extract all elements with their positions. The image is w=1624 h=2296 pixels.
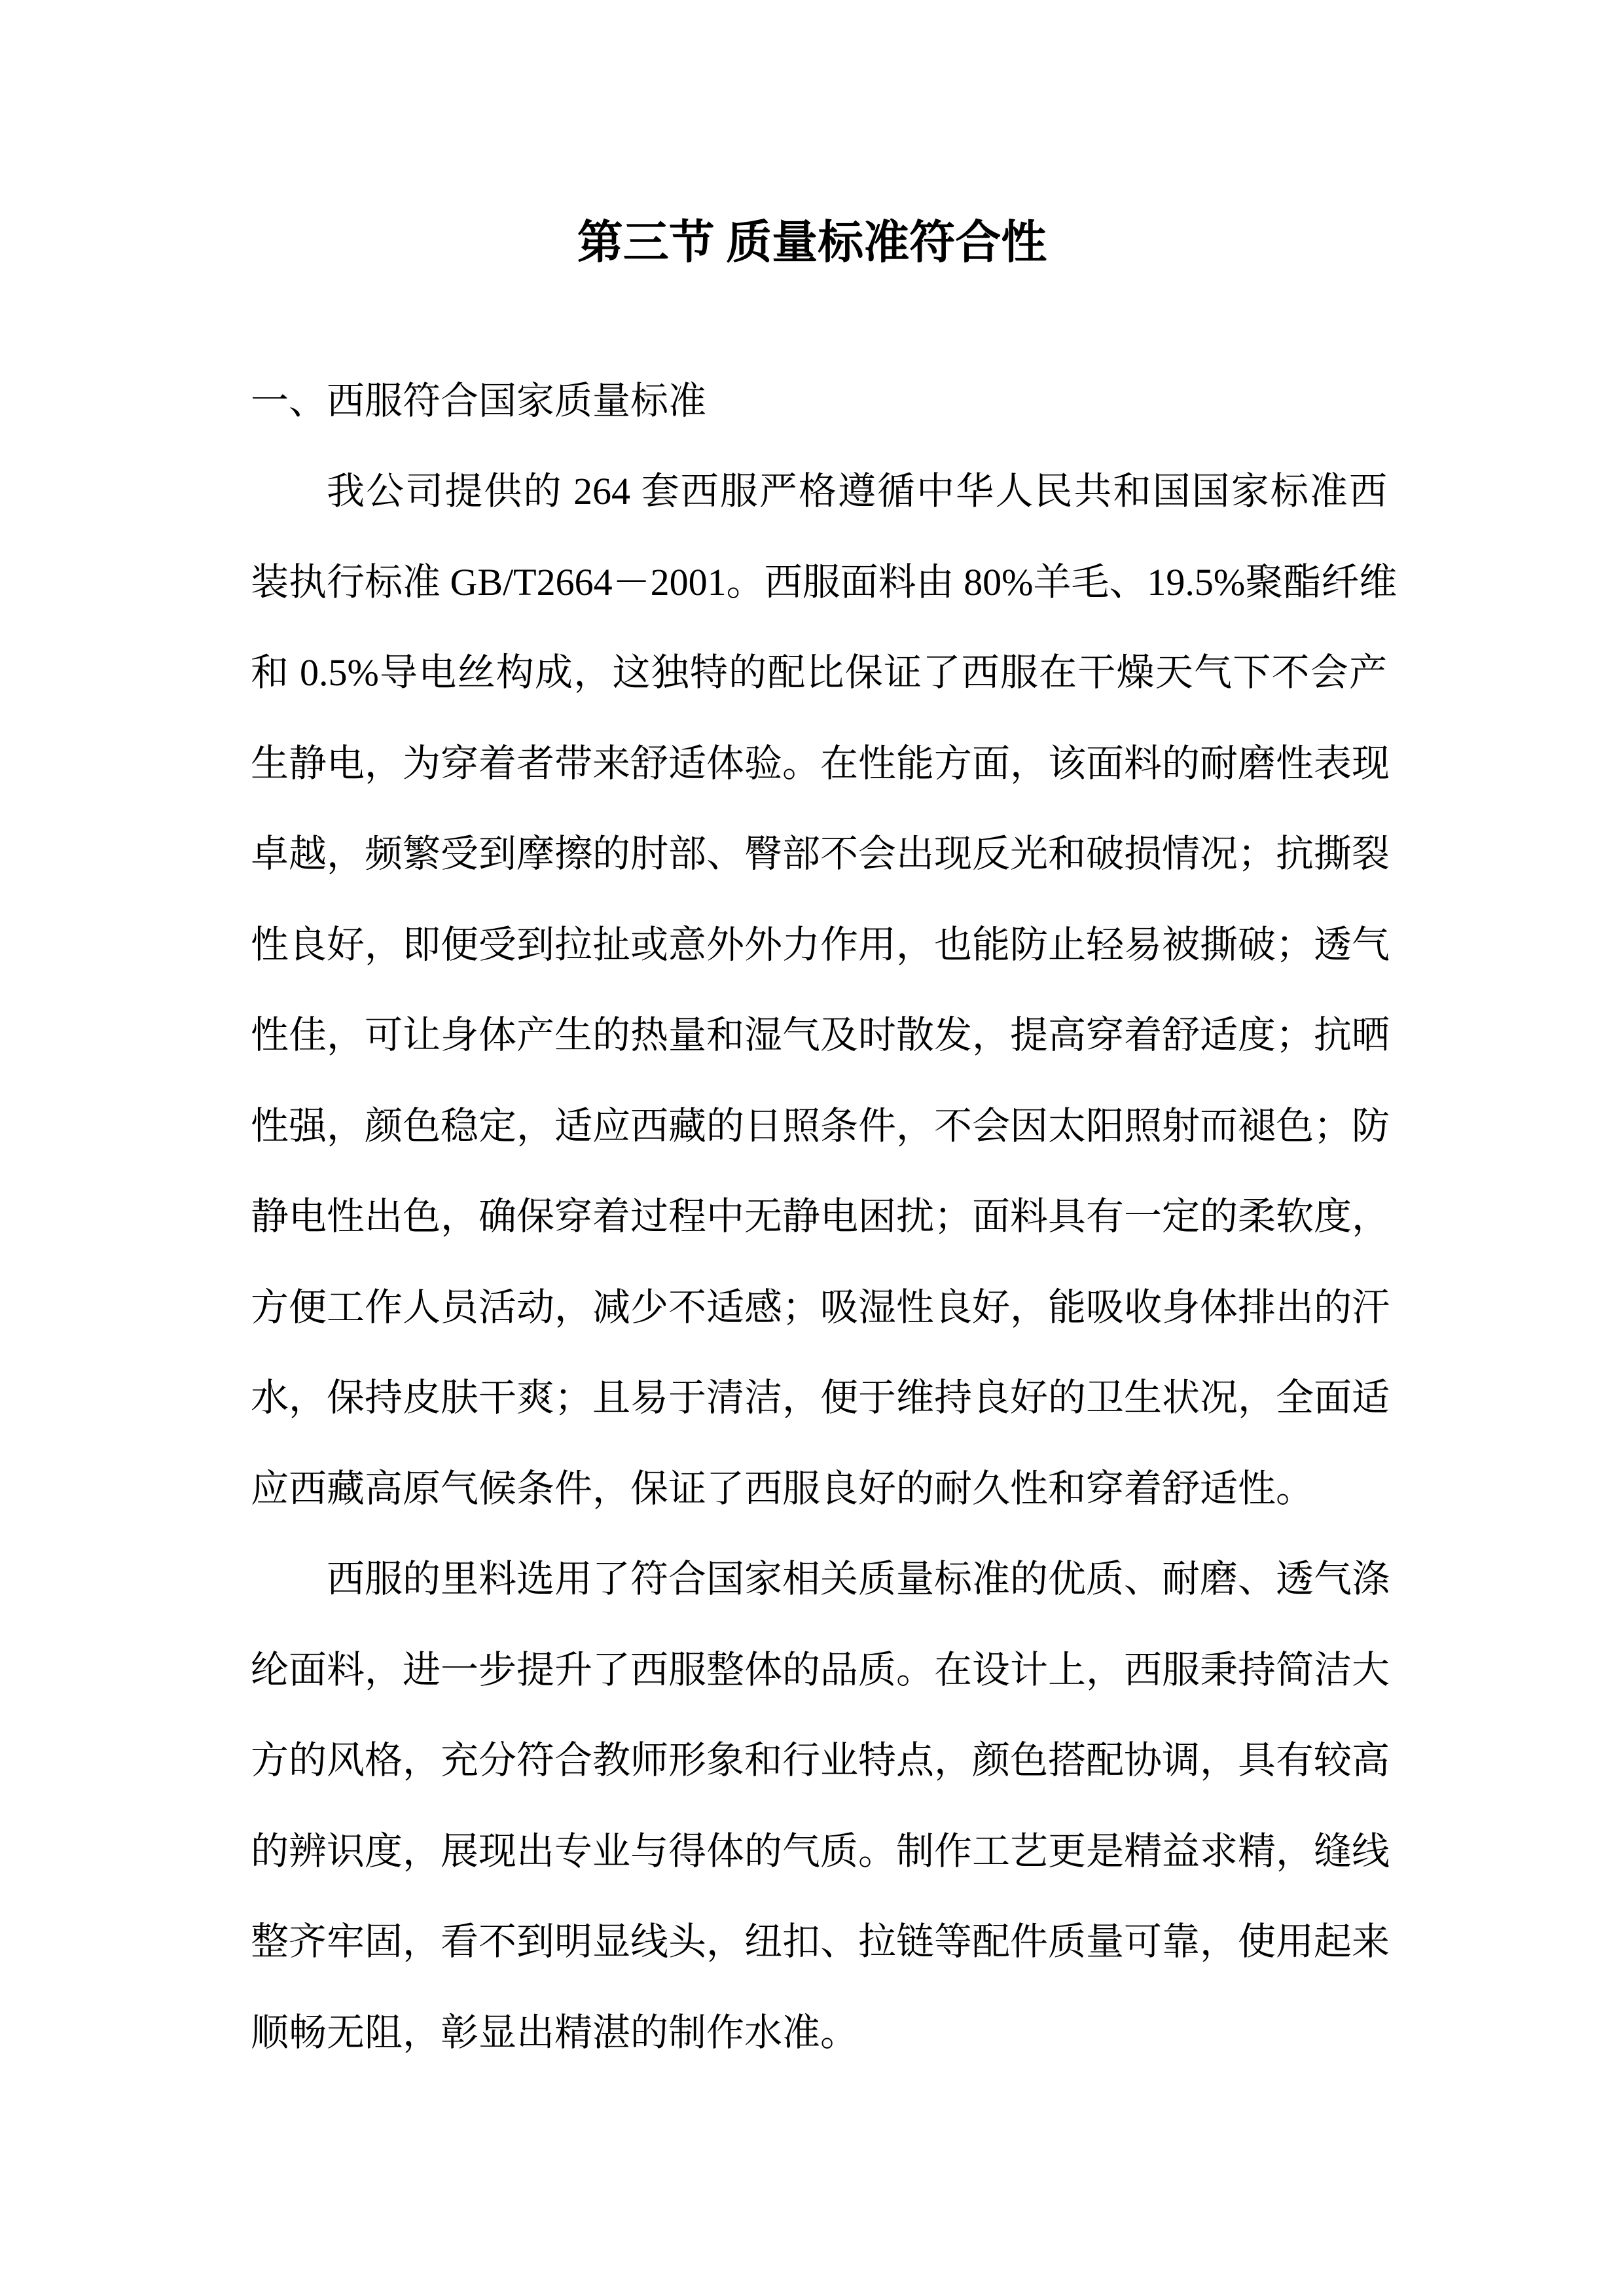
section-title: 第三节 质量标准符合性 <box>577 218 1047 268</box>
subsection-heading: 一、西服符合国家质量标准 <box>251 380 707 422</box>
text-line: 水，保持皮肤干爽；且易于清洁，便于维持良好的卫生状况，全面适 <box>251 1376 1390 1419</box>
text-line: 装执行标准 GB/T2664－2001。西服面料由 80%羊毛、19.5%聚酯纤维 <box>251 560 1398 603</box>
paragraph-lining-design <box>251 1534 1390 2078</box>
text-line: 静电性出色，确保穿着过程中无静电困扰；面料具有一定的柔软度， <box>251 1195 1390 1238</box>
text-line: 生静电，为穿着者带来舒适体验。在性能方面，该面料的耐磨性表现 <box>251 742 1390 785</box>
text-line: 纶面料，进一步提升了西服整体的品质。在设计上，西服秉持简洁大 <box>251 1648 1390 1691</box>
paragraph-fabric <box>251 446 1398 1534</box>
text-line: 顺畅无阻，彰显出精湛的制作水准。 <box>251 2011 859 2054</box>
text-line: 的辨识度，展现出专业与得体的气质。制作工艺更是精益求精，缝线 <box>251 1829 1390 1873</box>
text-line: 整齐牢固，看不到明显线头，纽扣、拉链等配件质量可靠，使用起来 <box>251 1920 1390 1963</box>
text-line: 性佳，可让身体产生的热量和湿气及时散发，提高穿着舒适度；抗晒 <box>251 1014 1390 1056</box>
text-line: 方便工作人员活动，减少不适感；吸湿性良好，能吸收身体排出的汗 <box>251 1285 1390 1329</box>
text-line: 性良好，即便受到拉扯或意外外力作用，也能防止轻易被撕破；透气 <box>251 923 1390 966</box>
text-line: 和 0.5%导电丝构成，这独特的配比保证了西服在干燥天气下不会产 <box>251 651 1387 694</box>
text-line: 我公司提供的 264 套西服严格遵循中华人民共和国国家标准西 <box>327 470 1387 512</box>
text-line: 卓越，频繁受到摩擦的肘部、臀部不会出现反光和破损情况；抗撕裂 <box>251 833 1390 875</box>
text-line: 方的风格，充分符合教师形象和行业特点，颜色搭配协调，具有较高 <box>251 1739 1390 1782</box>
text-line: 应西藏高原气候条件，保证了西服良好的耐久性和穿着舒适性。 <box>251 1467 1314 1510</box>
text-line: 西服的里料选用了符合国家相关质量标准的优质、耐磨、透气涤 <box>327 1558 1390 1600</box>
text-line: 性强，颜色稳定，适应西藏的日照条件，不会因太阳照射而褪色；防 <box>251 1104 1390 1147</box>
